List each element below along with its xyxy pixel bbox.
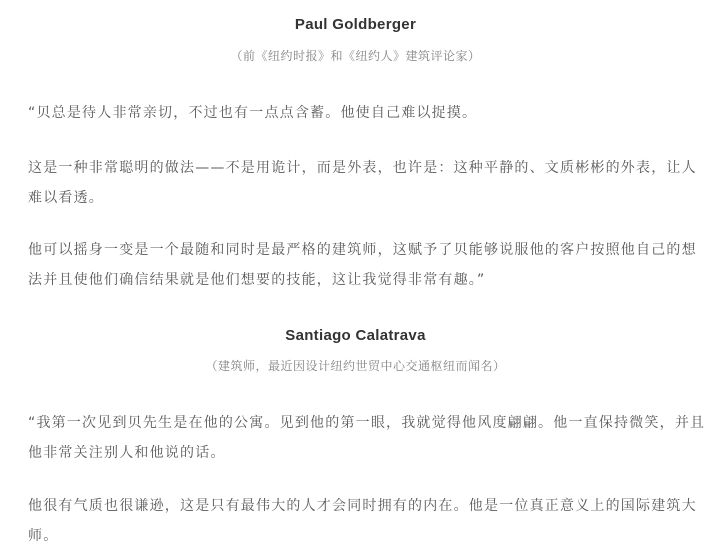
speaker-name: Paul Goldberger xyxy=(294,16,417,33)
quote-line: 这是一种非常聪明的做法——不是用诡计，而是外表，也许是：这种平静的、文质彬彬的外表，让人 xyxy=(28,160,697,176)
quote-paragraph xyxy=(28,98,678,128)
quote-paragraph xyxy=(28,153,697,213)
speaker-subtitle: （前《纽约时报》和《纽约人》建筑评论家） xyxy=(230,49,481,63)
quote-line: 他可以摇身一变是一个最随和同时是最严格的建筑师，这赋予了贝能够说服他的客户按照他自己的想 xyxy=(28,242,697,258)
speaker-name: Santiago Calatrava xyxy=(285,327,426,344)
quote-line: 难以看透。 xyxy=(28,190,104,206)
quote-line: “贝总是待人非常亲切，不过也有一点点含蓄。他使自己难以捉摸。 xyxy=(28,105,478,121)
quote-paragraph xyxy=(28,235,697,295)
quote-line: 他非常关注别人和他说的话。 xyxy=(28,445,226,461)
quote-paragraph xyxy=(28,408,706,468)
quote-paragraph xyxy=(28,491,697,551)
speaker-subtitle: （建筑师，最近因设计纽约世贸中心交通枢纽而闻名） xyxy=(205,359,506,373)
quote-line: 师。 xyxy=(28,528,59,544)
quote-line: “我第一次见到贝先生是在他的公寓。见到他的第一眼，我就觉得他风度翩翩。他一直保持微笑，并且 xyxy=(28,415,706,431)
quote-line: 他很有气质也很谦逊，这是只有最伟大的人才会同时拥有的内在。他是一位真正意义上的国际建筑大 xyxy=(28,498,697,514)
quote-line: 法并且使他们确信结果就是他们想要的技能，这让我觉得非常有趣。” xyxy=(28,272,486,288)
